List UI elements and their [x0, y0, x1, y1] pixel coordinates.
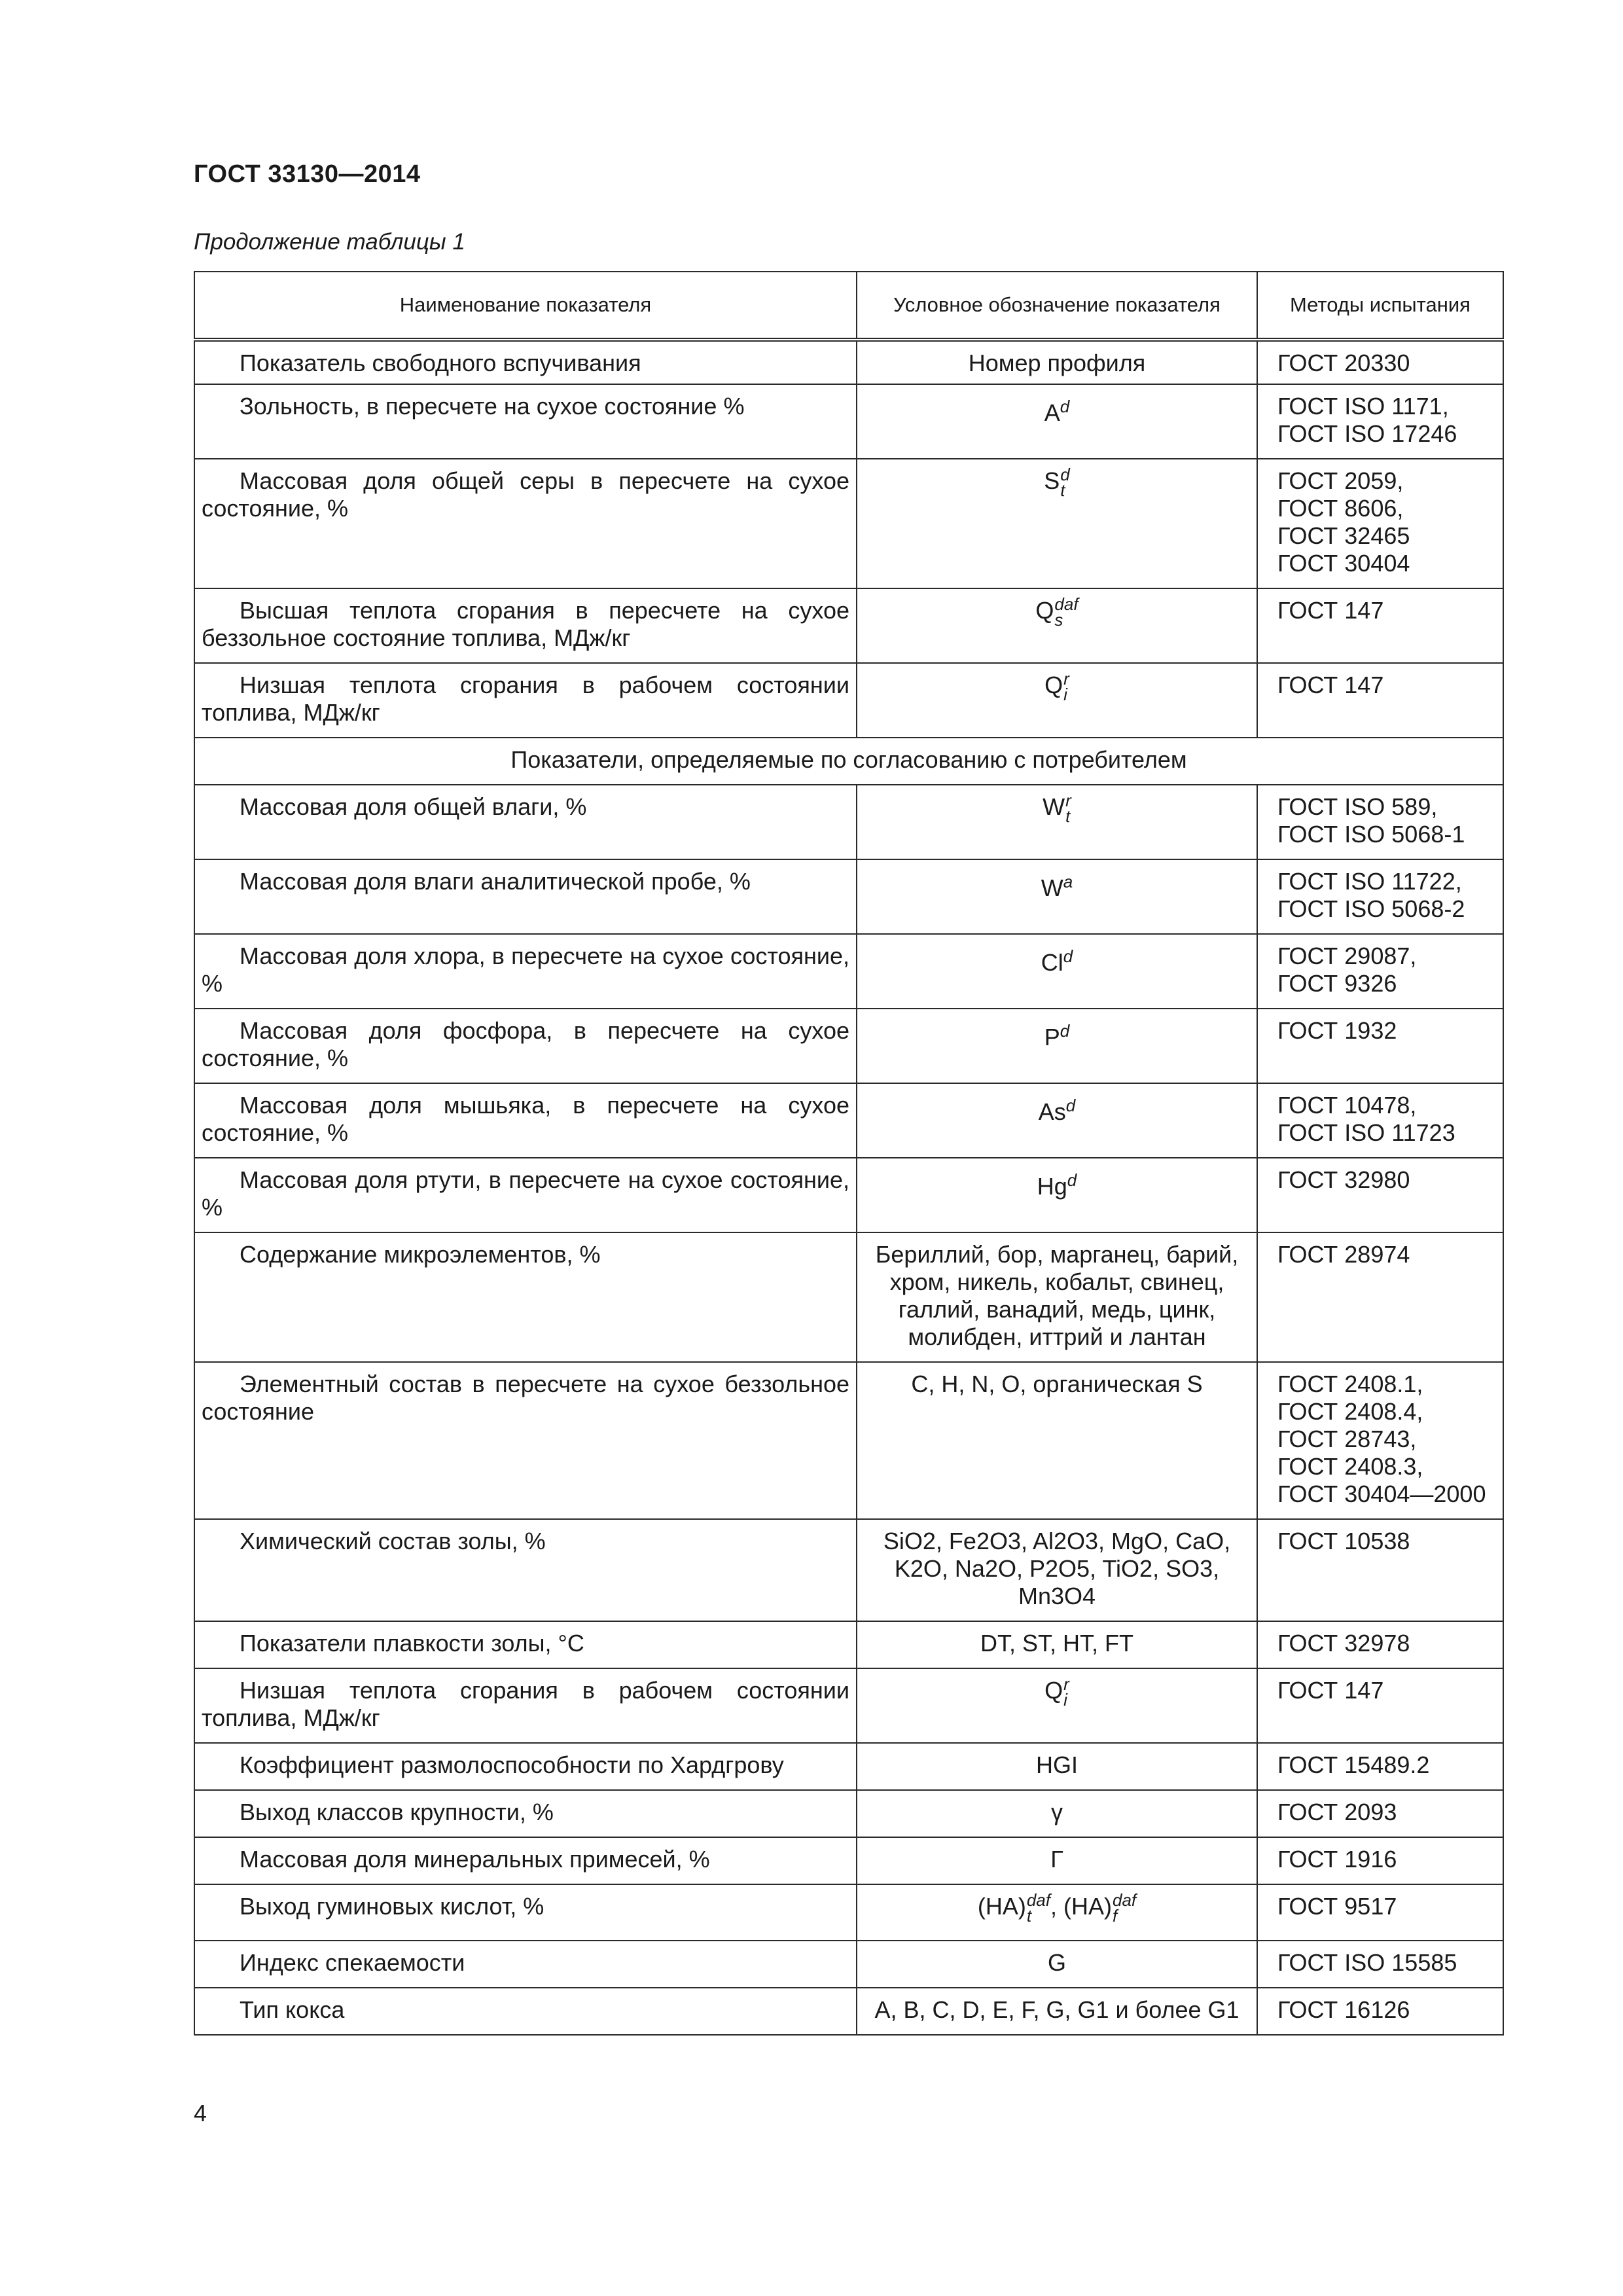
symbol-base: As: [1038, 1098, 1066, 1125]
row-method: ГОСТ 32978: [1257, 1621, 1503, 1668]
section-row: [194, 738, 1503, 785]
table-row: [194, 1232, 1503, 1362]
symbol-sub: s: [1054, 609, 1063, 630]
symbol-sup: r: [1063, 669, 1069, 689]
symbol-sup: d: [1060, 465, 1070, 485]
row-method: ГОСТ 9517: [1257, 1884, 1503, 1941]
table-row: [194, 1941, 1503, 1988]
table-row: [194, 1743, 1503, 1790]
symbol-base: (HA): [977, 1893, 1026, 1920]
row-symbol: [857, 1158, 1257, 1232]
row-name: Химический состав золы, %: [194, 1519, 857, 1621]
symbol-sup: r: [1065, 791, 1071, 811]
table-row: [194, 1362, 1503, 1519]
symbol-sup: d: [1065, 1096, 1076, 1115]
table-row: [194, 1837, 1503, 1884]
table-row: [194, 1621, 1503, 1668]
column-header-symbol: Условное обозначение показателя: [857, 272, 1257, 340]
row-method: ГОСТ 28974: [1257, 1232, 1503, 1362]
symbol-base: Q: [1044, 1677, 1063, 1704]
document-title: ГОСТ 33130—2014: [194, 160, 421, 188]
row-name: Показатели плавкости золы, °C: [194, 1621, 857, 1668]
symbol-sub: t: [1065, 806, 1071, 826]
symbol-sub: i: [1063, 684, 1067, 704]
table-row: [194, 859, 1503, 934]
table-row: [194, 1668, 1503, 1743]
symbol-base: Cl: [1041, 949, 1063, 976]
row-method: ГОСТ 2059, ГОСТ 8606, ГОСТ 32465 ГОСТ 30404: [1257, 459, 1503, 588]
row-method: ГОСТ ISO 589, ГОСТ ISO 5068-1: [1257, 785, 1503, 859]
row-method: ГОСТ 10538: [1257, 1519, 1503, 1621]
table-row: [194, 1988, 1503, 2035]
table-row: [194, 934, 1503, 1009]
row-name: Зольность, в пересчете на сухое состояние %: [194, 384, 857, 459]
row-method: ГОСТ 29087, ГОСТ 9326: [1257, 934, 1503, 1009]
row-symbol: [857, 1884, 1257, 1941]
row-symbol: G: [857, 1941, 1257, 1988]
table-row: [194, 340, 1503, 384]
row-name: Содержание микроэлементов, %: [194, 1232, 857, 1362]
symbol-base: W: [1043, 793, 1065, 820]
row-name: Выход гуминовых кислот, %: [194, 1884, 857, 1941]
row-method: ГОСТ ISO 11722, ГОСТ ISO 5068-2: [1257, 859, 1503, 934]
row-name: Массовая доля общей серы в пересчете на сухое состояние, %: [194, 459, 857, 588]
table-header-row: [194, 272, 1503, 340]
row-symbol: C, H, N, O, органическая S: [857, 1362, 1257, 1519]
row-method: ГОСТ 147: [1257, 663, 1503, 738]
row-name: Массовая доля мышьяка, в пересчете на сухое состояние, %: [194, 1083, 857, 1158]
page-number: 4: [194, 2100, 207, 2126]
row-symbol: γ: [857, 1790, 1257, 1837]
row-symbol: [857, 859, 1257, 934]
row-name: Низшая теплота сгорания в рабочем состоянии топлива, МДж/кг: [194, 1668, 857, 1743]
table-row: [194, 1519, 1503, 1621]
symbol-sub-2: f: [1113, 1905, 1118, 1926]
row-method: ГОСТ 1916: [1257, 1837, 1503, 1884]
row-symbol: Бериллий, бор, марганец, барий, хром, никель, кобальт, свинец, галлий, ванадий, медь, цинк, молибден, иттрий и лантан: [857, 1232, 1257, 1362]
row-symbol: Г: [857, 1837, 1257, 1884]
table-row: [194, 1790, 1503, 1837]
symbol-base: Q: [1044, 672, 1063, 698]
table-row: [194, 1884, 1503, 1941]
row-symbol: [857, 934, 1257, 1009]
table-row: [194, 459, 1503, 588]
row-symbol: A, B, C, D, E, F, G, G1 и более G1: [857, 1988, 1257, 2035]
row-name: Массовая доля фосфора, в пересчете на сухое состояние, %: [194, 1009, 857, 1083]
row-name: Индекс спекаемости: [194, 1941, 857, 1988]
table-row: [194, 663, 1503, 738]
row-symbol: [857, 1009, 1257, 1083]
row-method: ГОСТ 15489.2: [1257, 1743, 1503, 1790]
row-symbol: [857, 1668, 1257, 1743]
symbol-sup: daf: [1026, 1890, 1050, 1910]
row-method: ГОСТ 147: [1257, 1668, 1503, 1743]
symbol-sub: t: [1060, 480, 1065, 500]
symbol-base: S: [1044, 467, 1060, 494]
row-method: ГОСТ 1932: [1257, 1009, 1503, 1083]
row-name: Выход классов крупности, %: [194, 1790, 857, 1837]
table-row: [194, 785, 1503, 859]
symbol-sup: d: [1067, 1170, 1077, 1190]
symbol-sub: t: [1026, 1905, 1032, 1926]
symbol-base: A: [1044, 399, 1060, 426]
table-row: [194, 1083, 1503, 1158]
table-row: [194, 1158, 1503, 1232]
row-name: Массовая доля общей влаги, %: [194, 785, 857, 859]
row-symbol: [857, 1083, 1257, 1158]
symbol-sup: d: [1060, 1021, 1070, 1041]
table-row: [194, 588, 1503, 663]
indicators-table: [194, 271, 1504, 2036]
symbol-sup: a: [1063, 872, 1073, 891]
row-name: Высшая теплота сгорания в пересчете на сухое беззольное состояние топлива, МДж/кг: [194, 588, 857, 663]
row-name: Коэффициент размолоспособности по Хардгрову: [194, 1743, 857, 1790]
row-method: ГОСТ 2093: [1257, 1790, 1503, 1837]
symbol-base: W: [1041, 874, 1063, 901]
row-symbol: [857, 384, 1257, 459]
row-symbol: [857, 785, 1257, 859]
row-name: Тип кокса: [194, 1988, 857, 2035]
row-name: Массовая доля минеральных примесей, %: [194, 1837, 857, 1884]
row-name: Низшая теплота сгорания в рабочем состоянии топлива, МДж/кг: [194, 663, 857, 738]
row-method: ГОСТ 32980: [1257, 1158, 1503, 1232]
symbol-base: P: [1044, 1024, 1060, 1050]
row-symbol: [857, 663, 1257, 738]
row-method: ГОСТ 20330: [1257, 340, 1503, 384]
symbol-sub: i: [1063, 1689, 1067, 1710]
table-row: [194, 1009, 1503, 1083]
symbol-base: Hg: [1037, 1173, 1067, 1200]
row-method: ГОСТ 10478, ГОСТ ISO 11723: [1257, 1083, 1503, 1158]
column-header-method: Методы испытания: [1257, 272, 1503, 340]
symbol-sup: daf: [1054, 594, 1079, 615]
row-name: Показатель свободного вспучивания: [194, 340, 857, 384]
row-method: ГОСТ 147: [1257, 588, 1503, 663]
row-symbol: HGI: [857, 1743, 1257, 1790]
column-header-name: Наименование показателя: [194, 272, 857, 340]
table-caption: Продолжение таблицы 1: [194, 229, 465, 255]
table-row: [194, 384, 1503, 459]
row-method: ГОСТ ISO 1171, ГОСТ ISO 17246: [1257, 384, 1503, 459]
row-name: Элементный состав в пересчете на сухое беззольное состояние: [194, 1362, 857, 1519]
symbol-base-2: , (HA): [1050, 1893, 1112, 1920]
row-method: ГОСТ 2408.1, ГОСТ 2408.4, ГОСТ 28743, ГОСТ 2408.3, ГОСТ 30404—2000: [1257, 1362, 1503, 1519]
row-symbol: [857, 459, 1257, 588]
symbol-base: Q: [1035, 597, 1054, 624]
symbol-sup: d: [1063, 946, 1073, 966]
symbol-sup: d: [1060, 397, 1070, 416]
symbol-sup-2: daf: [1113, 1890, 1137, 1910]
row-method: ГОСТ 16126: [1257, 1988, 1503, 2035]
row-name: Массовая доля хлора, в пересчете на сухое состояние, %: [194, 934, 857, 1009]
row-symbol: Номер профиля: [857, 340, 1257, 384]
row-name: Массовая доля ртути, в пересчете на сухое состояние, %: [194, 1158, 857, 1232]
row-name: Массовая доля влаги аналитической пробе, %: [194, 859, 857, 934]
row-method: ГОСТ ISO 15585: [1257, 1941, 1503, 1988]
row-symbol: DT, ST, HT, FT: [857, 1621, 1257, 1668]
row-symbol: [857, 588, 1257, 663]
symbol-sup: r: [1063, 1674, 1069, 1695]
row-symbol: SiO2, Fe2O3, Al2O3, MgO, CaO, K2O, Na2O, P2O5, TiO2, SO3, Mn3O4: [857, 1519, 1257, 1621]
section-heading: Показатели, определяемые по согласованию с потребителем: [194, 738, 1503, 785]
